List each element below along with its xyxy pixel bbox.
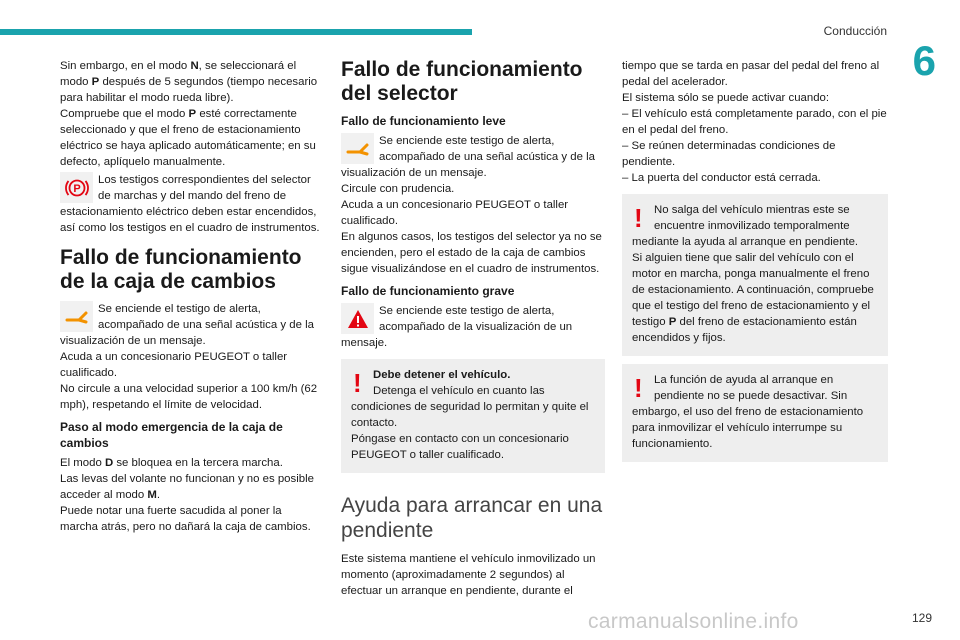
paragraph: embargo, el uso del freno de estacionamiento para inmovilizar el vehículo interrumpe su funcionamiento. <box>632 406 864 450</box>
heading-major-fault: Fallo de funcionamiento grave <box>341 284 515 298</box>
exclamation-icon: ! <box>634 373 643 403</box>
heading-hill-start: Ayuda para arrancar en una pendiente <box>341 494 603 542</box>
warning-lamp-block <box>60 172 322 204</box>
paragraph: Las levas del volante no funcionan y no es posible acceder al modo M. <box>60 473 314 501</box>
note-title: Debe detener el vehículo. <box>373 369 511 381</box>
svg-text:P: P <box>72 182 81 195</box>
column-3 <box>622 58 888 462</box>
section-title: Conducción <box>823 24 887 38</box>
paragraph: Puede notar una fuerte sacudida al poner la marcha atrás, pero no dañará la caja de cambios. <box>60 505 311 533</box>
paragraph: Acuda a un concesionario PEUGEOT o taller cualificado. <box>60 351 288 379</box>
chapter-number: 6 <box>912 37 936 84</box>
paragraph: estacionamiento eléctrico deben estar encendidos, así como los testigos en el cuadro de instrumentos. <box>60 206 320 234</box>
paragraph: mediante la ayuda al arranque en pendiente. <box>632 236 859 248</box>
warning-lamp-block <box>341 133 605 165</box>
paragraph: visualización de un mensaje. <box>60 335 206 347</box>
paragraph: tiempo que se tarda en pasar del pedal del freno al pedal del acelerador. <box>622 60 880 88</box>
page-number: 129 <box>911 611 932 625</box>
warning-lead-text: Los testigos correspondientes del selector de marchas y del mando del freno de <box>98 174 311 202</box>
triangle-alert-icon <box>341 303 374 334</box>
parking-brake-warning-icon <box>60 172 93 203</box>
paragraph: En algunos casos, los testigos del selector ya no se encienden, pero el estado de la caja de cambios sigue visualizándose en el cuadro de instrumentos. <box>341 231 602 275</box>
wrench-warning-icon <box>60 301 93 332</box>
exclamation-icon: ! <box>634 203 643 233</box>
heading-selector-fault: Fallo de funcionamiento del selector <box>341 58 583 105</box>
paragraph: Póngase en contacto con un concesionario PEUGEOT o taller cualificado. <box>351 433 569 461</box>
paragraph: Acuda a un concesionario PEUGEOT o taller cualificado. <box>341 199 569 227</box>
paragraph: Detenga el vehículo en cuanto las <box>373 385 545 397</box>
column-2 <box>341 58 605 599</box>
warning-note-box <box>622 364 888 462</box>
exclamation-icon: ! <box>353 368 362 398</box>
paragraph: visualización de un mensaje. <box>341 167 487 179</box>
paragraph: Circule con prudencia. <box>341 183 455 195</box>
warning-note-box <box>622 194 888 356</box>
warning-lamp-block <box>341 303 605 335</box>
warning-lamp-block <box>60 301 322 333</box>
paragraph: Si alguien tiene que salir del vehículo con el motor en marcha, ponga manualmente el freno de estacionamiento. A continuación, compruebe que el testigo del freno de estacionamiento y el testigo P del freno de estacionamiento están encendidos y fijos. <box>632 252 874 344</box>
warning-lead-text: Se enciende este testigo de alerta, acompañado de la visualización de un <box>379 305 573 333</box>
list-item: – Se reúnen determinadas condiciones de pendiente. <box>622 140 836 168</box>
paragraph: La función de ayuda al arranque en pendiente no se puede desactivar. Sin <box>654 374 848 402</box>
heading-gearbox-fault: Fallo de funcionamiento de la caja de cambios <box>60 246 302 293</box>
column-1 <box>60 58 322 535</box>
wrench-warning-icon <box>341 133 374 164</box>
paragraph: El modo D se bloquea en la tercera marcha. <box>60 457 283 469</box>
warning-lead-text: Se enciende este testigo de alerta, acompañado de una señal acústica y de la <box>379 135 595 163</box>
paragraph: Compruebe que el modo P esté correctamente seleccionado y que el freno de estacionamiento eléctrico se haya aplicado automáticamente; en su defecto, aplíquelo manualmente. <box>60 108 316 168</box>
paragraph: Sin embargo, en el modo N, se seleccionará el modo P después de 5 segundos (tiempo necesario para habilitar el modo rueda libre). <box>60 60 318 104</box>
header-accent-bar <box>0 29 472 35</box>
paragraph: Este sistema mantiene el vehículo inmovilizado un momento (aproximadamente 2 segundos) al efectuar un arranque en pendiente, durante el <box>341 553 596 597</box>
heading-emergency-mode: Paso al modo emergencia de la caja de cambios <box>60 420 283 450</box>
paragraph: No circule a una velocidad superior a 100 km/h (62 mph), respetando el límite de velocidad. <box>60 383 318 411</box>
paragraph: mensaje. <box>341 337 388 349</box>
warning-lead-text: Se enciende el testigo de alerta, acompañado de una señal acústica y de la <box>98 303 314 331</box>
paragraph: No salga del vehículo mientras este se encuentre inmovilizado temporalmente <box>654 204 850 232</box>
list-item: – La puerta del conductor está cerrada. <box>622 172 821 184</box>
paragraph: condiciones de seguridad lo permitan y quite el contacto. <box>351 401 589 429</box>
paragraph: El sistema sólo se puede activar cuando: <box>622 92 830 104</box>
list-item: – El vehículo está completamente parado, con el pie en el pedal del freno. <box>622 108 887 136</box>
heading-minor-fault: Fallo de funcionamiento leve <box>341 114 506 128</box>
warning-note-box <box>341 359 605 473</box>
watermark: carmanualsonline.info <box>588 610 799 633</box>
